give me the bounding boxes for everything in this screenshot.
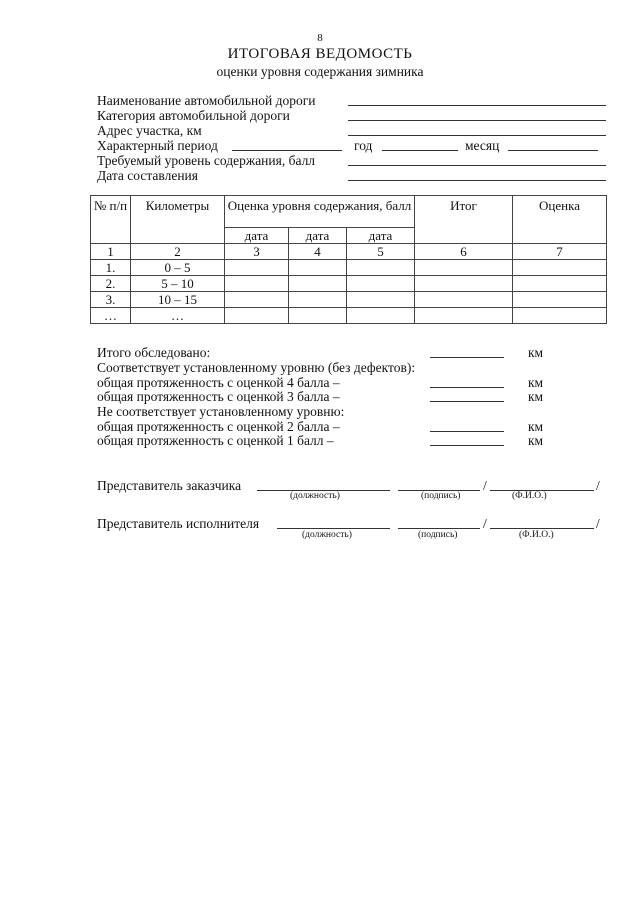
- length-2-unit: км: [528, 419, 544, 434]
- header-rating: Оценка: [513, 196, 607, 244]
- table-row: [91, 276, 607, 292]
- col-number: 7: [513, 244, 607, 260]
- date-line: [348, 180, 606, 181]
- header-date-1: дата: [225, 228, 289, 244]
- cell: [513, 260, 607, 276]
- col-number: 3: [225, 244, 289, 260]
- assessment-table: [90, 195, 607, 324]
- customer-slash-1: /: [483, 478, 487, 493]
- customer-rep-label: Представитель заказчика: [97, 478, 242, 493]
- surveyed-line: [430, 357, 504, 358]
- length-1-label: общая протяженность с оценкой 1 балл –: [97, 433, 334, 448]
- row-km: 10 – 15: [131, 292, 225, 308]
- row-km: …: [131, 308, 225, 324]
- customer-position-caption: (должность): [290, 491, 340, 501]
- header-km: Километры: [131, 196, 225, 244]
- cell: [415, 308, 513, 324]
- length-1-unit: км: [528, 433, 544, 448]
- cell: [225, 308, 289, 324]
- document-subtitle: оценки уровня содержания зимника: [216, 64, 424, 79]
- required-level-label: Требуемый уровень содержания, балл: [97, 153, 316, 168]
- cell: [347, 292, 415, 308]
- length-3-label: общая протяженность с оценкой 3 балла –: [97, 389, 340, 404]
- complies-label: Соответствует установленному уровню (без дефектов):: [97, 360, 416, 375]
- col-number: 2: [131, 244, 225, 260]
- customer-signature-caption: (подпись): [421, 491, 461, 501]
- cell: [513, 308, 607, 324]
- contractor-slash-2: /: [596, 516, 600, 531]
- header-score: Оценка уровня содержания, балл: [225, 196, 415, 228]
- contractor-rep-label: Представитель исполнителя: [97, 516, 260, 531]
- section-address-line: [348, 135, 606, 136]
- cell: [289, 292, 347, 308]
- cell: [289, 276, 347, 292]
- column-number-row: [91, 244, 607, 260]
- length-3-unit: км: [528, 389, 544, 404]
- cell: [225, 260, 289, 276]
- header-date-3: дата: [347, 228, 415, 244]
- customer-fio-caption: (Ф.И.О.): [512, 491, 547, 501]
- period-year-line: [382, 150, 458, 151]
- contractor-slash-1: /: [483, 516, 487, 531]
- period-year-label: год: [354, 138, 373, 153]
- cell: [225, 276, 289, 292]
- col-number: 5: [347, 244, 415, 260]
- length-2-line: [430, 431, 504, 432]
- contractor-fio-line: [490, 528, 594, 529]
- cell: [513, 292, 607, 308]
- cell: [415, 292, 513, 308]
- section-address-label: Адрес участка, км: [97, 123, 202, 138]
- document-title: ИТОГОВАЯ ВЕДОМОСТЬ: [227, 46, 413, 62]
- contractor-signature-caption: (подпись): [418, 530, 458, 540]
- contractor-fio-caption: (Ф.И.О.): [519, 530, 554, 540]
- length-2-label: общая протяженность с оценкой 2 балла –: [97, 419, 340, 434]
- cell: [225, 292, 289, 308]
- col-number: 6: [415, 244, 513, 260]
- col-number: 4: [289, 244, 347, 260]
- contractor-position-caption: (должность): [302, 530, 352, 540]
- row-num: 3.: [91, 292, 131, 308]
- period-label: Характерный период: [97, 138, 218, 153]
- length-4-line: [430, 387, 504, 388]
- cell: [415, 276, 513, 292]
- period-line: [232, 150, 342, 151]
- page-number: 8: [317, 32, 323, 44]
- customer-slash-2: /: [596, 478, 600, 493]
- table-row: [91, 308, 607, 324]
- period-month-line: [508, 150, 598, 151]
- header-total: Итог: [415, 196, 513, 244]
- length-4-label: общая протяженность с оценкой 4 балла –: [97, 375, 340, 390]
- cell: [415, 260, 513, 276]
- not-complies-label: Не соответствует установленному уровню:: [97, 404, 345, 419]
- row-num: …: [91, 308, 131, 324]
- length-1-line: [430, 445, 504, 446]
- row-km: 5 – 10: [131, 276, 225, 292]
- length-4-unit: км: [528, 375, 544, 390]
- surveyed-label: Итого обследовано:: [97, 345, 211, 360]
- row-km: 0 – 5: [131, 260, 225, 276]
- contractor-signature-line: [398, 528, 480, 529]
- cell: [347, 308, 415, 324]
- road-category-line: [348, 120, 606, 121]
- cell: [347, 276, 415, 292]
- cell: [513, 276, 607, 292]
- cell: [289, 260, 347, 276]
- cell: [347, 260, 415, 276]
- road-name-label: Наименование автомобильной дороги: [97, 93, 316, 108]
- date-label: Дата составления: [97, 168, 198, 183]
- contractor-position-line: [277, 528, 390, 529]
- row-num: 2.: [91, 276, 131, 292]
- road-name-line: [348, 105, 606, 106]
- col-number: 1: [91, 244, 131, 260]
- road-category-label: Категория автомобильной дороги: [97, 108, 290, 123]
- length-3-line: [430, 401, 504, 402]
- required-level-line: [348, 165, 606, 166]
- surveyed-unit: км: [528, 345, 544, 360]
- table-row: [91, 260, 607, 276]
- table-row: [91, 292, 607, 308]
- header-num: № п/п: [91, 196, 131, 244]
- period-month-label: месяц: [465, 138, 500, 153]
- cell: [289, 308, 347, 324]
- row-num: 1.: [91, 260, 131, 276]
- header-date-2: дата: [289, 228, 347, 244]
